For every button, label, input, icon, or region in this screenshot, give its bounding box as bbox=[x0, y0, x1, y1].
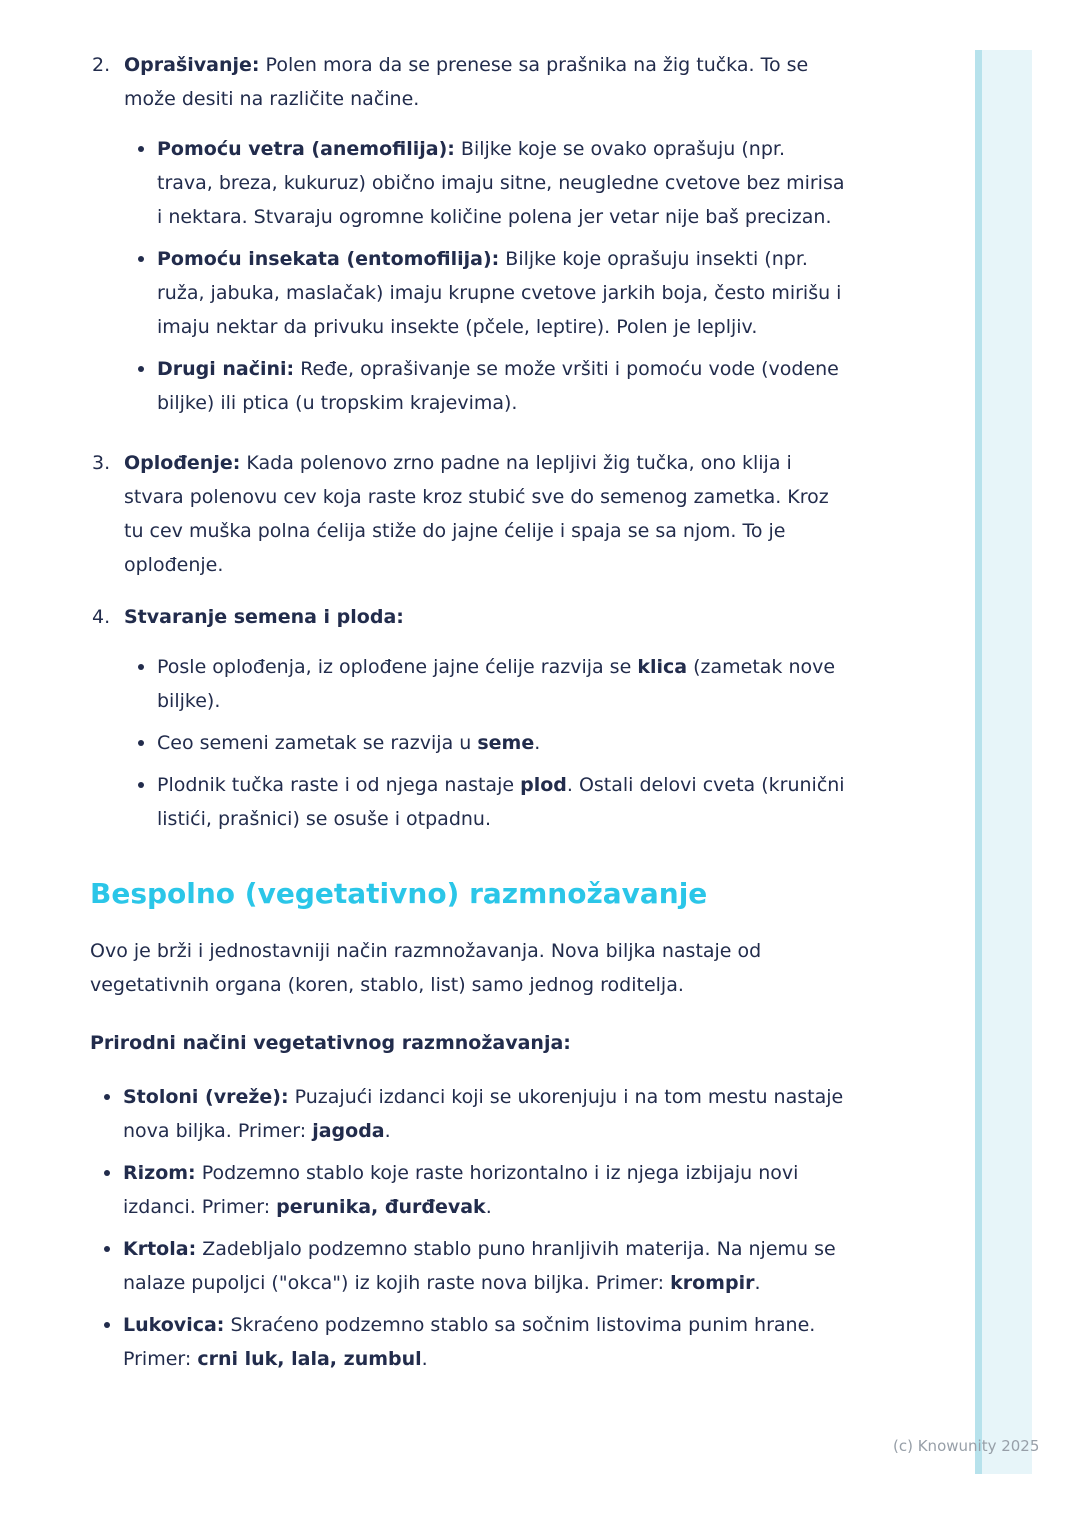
nested-bullet-list bbox=[124, 650, 845, 836]
item-body bbox=[124, 48, 845, 428]
right-accent-bar bbox=[975, 50, 1032, 1474]
bullet-item bbox=[124, 132, 845, 234]
bullet-item bbox=[124, 726, 845, 760]
bullet-item bbox=[90, 1156, 845, 1224]
bullet-text: Rizom: Podzemno stablo koje raste horizontalno i iz njega izbijaju novi izdanci. Primer: perunika, đurđevak. bbox=[123, 1162, 799, 1218]
bullet-marker bbox=[90, 1156, 123, 1224]
numbered-item-stvaranje-semena bbox=[90, 600, 845, 844]
numbered-list bbox=[90, 48, 845, 844]
bullet-text: Krtola: Zadebljalo podzemno stablo puno hranljivih materija. Na njemu se nalaze pupoljci ("okca") iz kojih raste nova biljka. Primer: krompir. bbox=[123, 1238, 836, 1294]
bullet-text: Stoloni (vreže): Puzajući izdanci koji se ukorenjuju i na tom mestu nastaje nova biljka. Primer: jagoda. bbox=[123, 1086, 844, 1142]
bullet-text: Posle oplođenja, iz oplođene jajne ćelije razvija se klica (zametak nove biljke). bbox=[157, 656, 836, 712]
bullet-marker bbox=[124, 650, 157, 718]
bullet-text: Pomoću vetra (anemofilija): Biljke koje se ovako oprašuju (npr. trava, breza, kukuruz) obično imaju sitne, neugledne cvetove bez mirisa i nektara. Stvaraju ogromne količine polena jer vetar nije baš precizan. bbox=[157, 138, 845, 228]
item-text: Oprašivanje: Polen mora da se prenese sa prašnika na žig tučka. To se može desiti na različite načine. bbox=[124, 54, 809, 110]
nested-bullet-list bbox=[124, 132, 845, 420]
bullet-text: Pomoću insekata (entomofilija): Biljke koje oprašuju insekti (npr. ruža, jabuka, maslačak) imaju krupne cvetove jarkih boja, često mirišu i imaju nektar da privuku insekte (pčele, leptire). Polen je lepljiv. bbox=[157, 248, 842, 338]
bullet-item bbox=[124, 242, 845, 344]
item-number: 2. bbox=[92, 54, 111, 76]
item-body bbox=[124, 600, 845, 844]
item-text: Oplođenje: Kada polenovo zrno padne na lepljivi žig tučka, ono klija i stvara polenovu cev koja raste kroz stubić sve do semenog zametka. Kroz tu cev muška polna ćelija stiže do jajne ćelije i spaja se sa njom. To je oplođenje. bbox=[124, 452, 829, 576]
bullet-text: Plodnik tučka raste i od njega nastaje plod. Ostali delovi cveta (krunični listići, prašnici) se osuše i otpadnu. bbox=[157, 774, 845, 830]
bullet-item bbox=[124, 650, 845, 718]
item-body bbox=[124, 446, 845, 582]
bullet-marker bbox=[124, 132, 157, 234]
bullet-text: Ceo semeni zametak se razvija u seme. bbox=[157, 732, 541, 754]
bullet-item bbox=[124, 352, 845, 420]
bullet-marker bbox=[124, 726, 157, 760]
watermark: (c) Knowunity 2025 bbox=[893, 1437, 1040, 1455]
numbered-item-oprasivanje bbox=[90, 48, 845, 428]
item-number: 3. bbox=[92, 452, 111, 474]
section-heading: Bespolno (vegetativno) razmnožavanje bbox=[90, 877, 708, 910]
bullet-marker bbox=[90, 1232, 123, 1300]
bullet-item bbox=[90, 1232, 845, 1300]
bullet-marker bbox=[90, 1080, 123, 1148]
bullet-text: Drugi načini: Ređe, oprašivanje se može vršiti i pomoću vode (vodene biljke) ili ptica (u tropskim krajevima). bbox=[157, 358, 839, 414]
bullet-item bbox=[90, 1080, 845, 1148]
bullet-item bbox=[124, 768, 845, 836]
bullet-text: Lukovica: Skraćeno podzemno stablo sa sočnim listovima punim hrane. Primer: crni luk, lala, zumbul. bbox=[123, 1314, 816, 1370]
natural-methods-list bbox=[90, 1080, 845, 1376]
bullet-marker bbox=[124, 352, 157, 420]
document-content bbox=[90, 48, 845, 1384]
bullet-marker bbox=[124, 242, 157, 344]
bullet-marker bbox=[90, 1308, 123, 1376]
item-text: Stvaranje semena i ploda: bbox=[124, 606, 404, 628]
item-number: 4. bbox=[92, 606, 111, 628]
bullet-marker bbox=[124, 768, 157, 836]
numbered-item-oplodjenje bbox=[90, 446, 845, 582]
bullet-item bbox=[90, 1308, 845, 1376]
intro-paragraph: Ovo je brži i jednostavniji način razmnožavanja. Nova biljka nastaje od vegetativnih organa (koren, stablo, list) samo jednog roditelja. bbox=[90, 940, 762, 996]
subheading: Prirodni načini vegetativnog razmnožavanja: bbox=[90, 1032, 571, 1054]
